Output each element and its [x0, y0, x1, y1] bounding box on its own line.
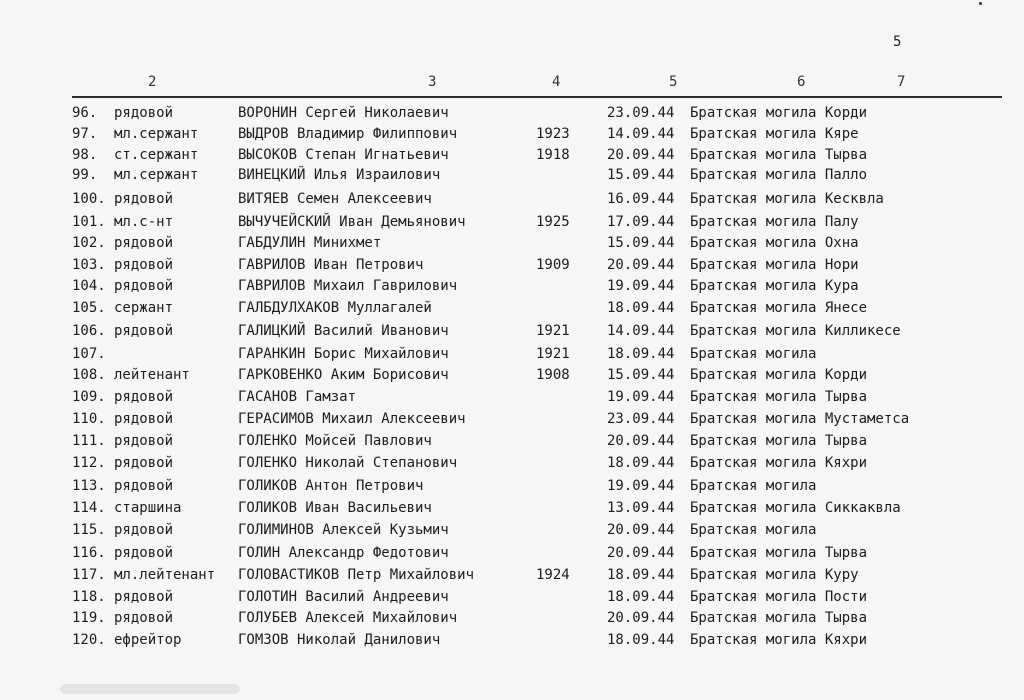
row-number: 112. [72, 455, 106, 471]
name-cell: ГАРКОВЕНКО Аким Борисович [238, 367, 449, 383]
burial-place-cell: Братская могила Тырва [690, 610, 868, 626]
burial-place-cell: Братская могила Куру [690, 567, 859, 583]
death-date-cell: 19.09.44 [607, 478, 675, 494]
burial-place-cell: Братская могила [690, 478, 817, 494]
rank-cell: сержант [114, 300, 174, 316]
row-number: 102. [72, 235, 106, 251]
table-row [0, 387, 1024, 407]
burial-place-cell: Братская могила Тырва [690, 545, 868, 561]
death-date-cell: 14.09.44 [607, 323, 675, 339]
rank-cell: рядовой [114, 323, 174, 339]
name-cell: ГАСАНОВ Гамзат [238, 389, 357, 405]
name-cell: ВЫЧУЧЕЙСКИЙ Иван Демьянович [238, 214, 466, 230]
rank-cell: мл.с-нт [114, 214, 174, 230]
column-header-6: 6 [797, 74, 806, 90]
row-number: 119. [72, 610, 106, 626]
name-cell: ВИНЕЦКИЙ Илья Израилович [238, 167, 441, 183]
table-row [0, 431, 1024, 451]
death-date-cell: 18.09.44 [607, 589, 675, 605]
table-row [0, 298, 1024, 318]
column-header-7: 7 [897, 74, 906, 90]
burial-place-cell: Братская могила Кяхри [690, 632, 868, 648]
death-date-cell: 17.09.44 [607, 214, 675, 230]
name-cell: ГАВРИЛОВ Михаил Гаврилович [238, 278, 458, 294]
row-number: 99. [72, 167, 98, 183]
burial-place-cell: Братская могила Сиккаквла [690, 500, 901, 516]
death-date-cell: 18.09.44 [607, 567, 675, 583]
table-row [0, 630, 1024, 650]
birth-year-cell: 1909 [536, 257, 570, 273]
name-cell: ГАЛБДУЛХАКОВ Муллагалей [238, 300, 432, 316]
name-cell: ГАБДУЛИН Минихмет [238, 235, 382, 251]
death-date-cell: 19.09.44 [607, 389, 675, 405]
name-cell: ВОРОНИН Сергей Николаевич [238, 105, 449, 121]
death-date-cell: 23.09.44 [607, 105, 675, 121]
birth-year-cell: 1918 [536, 147, 570, 163]
rank-cell: ефрейтор [114, 632, 182, 648]
death-date-cell: 20.09.44 [607, 610, 675, 626]
table-row [0, 276, 1024, 296]
burial-place-cell: Братская могила Корди [690, 367, 868, 383]
row-number: 115. [72, 522, 106, 538]
rank-cell: рядовой [114, 235, 174, 251]
row-number: 120. [72, 632, 106, 648]
burial-place-cell: Братская могила Тырва [690, 147, 868, 163]
paper-speck [979, 2, 982, 5]
death-date-cell: 20.09.44 [607, 545, 675, 561]
death-date-cell: 18.09.44 [607, 632, 675, 648]
table-row [0, 498, 1024, 518]
death-date-cell: 18.09.44 [607, 455, 675, 471]
table-row [0, 520, 1024, 540]
row-number: 101. [72, 214, 106, 230]
name-cell: ГОМЗОВ Николай Данилович [238, 632, 441, 648]
row-number: 114. [72, 500, 106, 516]
table-row [0, 409, 1024, 429]
name-cell: ВЫДРОВ Владимир Филиппович [238, 126, 458, 142]
birth-year-cell: 1908 [536, 367, 570, 383]
rank-cell: мл.сержант [114, 167, 199, 183]
name-cell: ГОЛИКОВ Иван Васильевич [238, 500, 432, 516]
death-date-cell: 23.09.44 [607, 411, 675, 427]
rank-cell: рядовой [114, 191, 174, 207]
row-number: 110. [72, 411, 106, 427]
table-row [0, 608, 1024, 628]
burial-place-cell: Братская могила Кесквла [690, 191, 884, 207]
name-cell: ГАВРИЛОВ Иван Петрович [238, 257, 424, 273]
row-number: 105. [72, 300, 106, 316]
burial-place-cell: Братская могила Пости [690, 589, 868, 605]
death-date-cell: 15.09.44 [607, 235, 675, 251]
row-number: 96. [72, 105, 98, 121]
table-row [0, 124, 1024, 144]
table-row [0, 543, 1024, 563]
table-row [0, 255, 1024, 275]
table-row [0, 189, 1024, 209]
name-cell: ГОЛЕНКО Мойсей Павлович [238, 433, 432, 449]
page-number: 5 [893, 34, 902, 50]
table-row [0, 233, 1024, 253]
row-number: 118. [72, 589, 106, 605]
row-number: 106. [72, 323, 106, 339]
row-number: 97. [72, 126, 98, 142]
burial-place-cell: Братская могила Кяхри [690, 455, 868, 471]
burial-place-cell: Братская могила [690, 522, 817, 538]
name-cell: ГОЛЕНКО Николай Степанович [238, 455, 458, 471]
rank-cell: мл.лейтенант [114, 567, 216, 583]
rank-cell: мл.сержант [114, 126, 199, 142]
death-date-cell: 16.09.44 [607, 191, 675, 207]
table-row [0, 365, 1024, 385]
name-cell: ВИТЯЕВ Семен Алексеевич [238, 191, 432, 207]
rank-cell: рядовой [114, 257, 174, 273]
table-row [0, 565, 1024, 585]
death-date-cell: 20.09.44 [607, 433, 675, 449]
death-date-cell: 15.09.44 [607, 367, 675, 383]
table-row [0, 453, 1024, 473]
row-number: 98. [72, 147, 98, 163]
column-header-4: 4 [552, 74, 561, 90]
table-row [0, 103, 1024, 123]
name-cell: ГОЛИН Александр Федотович [238, 545, 449, 561]
burial-place-cell: Братская могила Корди [690, 105, 868, 121]
death-date-cell: 18.09.44 [607, 300, 675, 316]
table-row [0, 212, 1024, 232]
death-date-cell: 18.09.44 [607, 346, 675, 362]
table-row [0, 145, 1024, 165]
rank-cell: рядовой [114, 522, 174, 538]
header-rule [72, 96, 1002, 98]
row-number: 116. [72, 545, 106, 561]
row-number: 117. [72, 567, 106, 583]
rank-cell: рядовой [114, 433, 174, 449]
row-number: 107. [72, 346, 106, 362]
burial-place-cell: Братская могила Палло [690, 167, 868, 183]
table-row [0, 587, 1024, 607]
row-number: 111. [72, 433, 106, 449]
birth-year-cell: 1921 [536, 323, 570, 339]
rank-cell: старшина [114, 500, 182, 516]
row-number: 103. [72, 257, 106, 273]
burial-place-cell: Братская могила Охна [690, 235, 859, 251]
burial-place-cell: Братская могила Килликесе [690, 323, 901, 339]
burial-place-cell: Братская могила Кяре [690, 126, 859, 142]
column-header-2: 2 [148, 74, 157, 90]
burial-place-cell: Братская могила [690, 346, 817, 362]
rank-cell: рядовой [114, 411, 174, 427]
name-cell: ГЕРАСИМОВ Михаил Алексеевич [238, 411, 466, 427]
rank-cell: рядовой [114, 545, 174, 561]
rank-cell: ст.сержант [114, 147, 199, 163]
birth-year-cell: 1925 [536, 214, 570, 230]
burial-place-cell: Братская могила Нори [690, 257, 859, 273]
name-cell: ГОЛУБЕВ Алексей Михайлович [238, 610, 458, 626]
column-header-5: 5 [669, 74, 678, 90]
burial-place-cell: Братская могила Кура [690, 278, 859, 294]
table-row [0, 344, 1024, 364]
rank-cell: рядовой [114, 455, 174, 471]
name-cell: ГАЛИЦКИЙ Василий Иванович [238, 323, 449, 339]
name-cell: ГОЛОТИН Василий Андреевич [238, 589, 449, 605]
row-number: 104. [72, 278, 106, 294]
rank-cell: рядовой [114, 589, 174, 605]
death-date-cell: 20.09.44 [607, 147, 675, 163]
name-cell: ВЫСОКОВ Степан Игнатьевич [238, 147, 449, 163]
burial-place-cell: Братская могила Янесе [690, 300, 868, 316]
row-number: 100. [72, 191, 106, 207]
rank-cell: рядовой [114, 610, 174, 626]
death-date-cell: 20.09.44 [607, 257, 675, 273]
name-cell: ГАРАНКИН Борис Михайлович [238, 346, 449, 362]
birth-year-cell: 1924 [536, 567, 570, 583]
rank-cell: рядовой [114, 278, 174, 294]
birth-year-cell: 1923 [536, 126, 570, 142]
row-number: 109. [72, 389, 106, 405]
row-number: 108. [72, 367, 106, 383]
name-cell: ГОЛОВАСТИКОВ Петр Михайлович [238, 567, 475, 583]
paper-smudge [60, 684, 240, 694]
rank-cell: лейтенант [114, 367, 190, 383]
rank-cell: рядовой [114, 389, 174, 405]
death-date-cell: 13.09.44 [607, 500, 675, 516]
death-date-cell: 19.09.44 [607, 278, 675, 294]
rank-cell: рядовой [114, 105, 174, 121]
name-cell: ГОЛИМИНОВ Алексей Кузьмич [238, 522, 449, 538]
burial-place-cell: Братская могила Тырва [690, 433, 868, 449]
burial-place-cell: Братская могила Тырва [690, 389, 868, 405]
birth-year-cell: 1921 [536, 346, 570, 362]
name-cell: ГОЛИКОВ Антон Петрович [238, 478, 424, 494]
column-header-3: 3 [428, 74, 437, 90]
burial-place-cell: Братская могила Палу [690, 214, 859, 230]
death-date-cell: 15.09.44 [607, 167, 675, 183]
death-date-cell: 14.09.44 [607, 126, 675, 142]
table-row [0, 321, 1024, 341]
table-row [0, 476, 1024, 496]
rank-cell: рядовой [114, 478, 174, 494]
row-number: 113. [72, 478, 106, 494]
burial-place-cell: Братская могила Мустаметса [690, 411, 910, 427]
table-row [0, 165, 1024, 185]
death-date-cell: 20.09.44 [607, 522, 675, 538]
